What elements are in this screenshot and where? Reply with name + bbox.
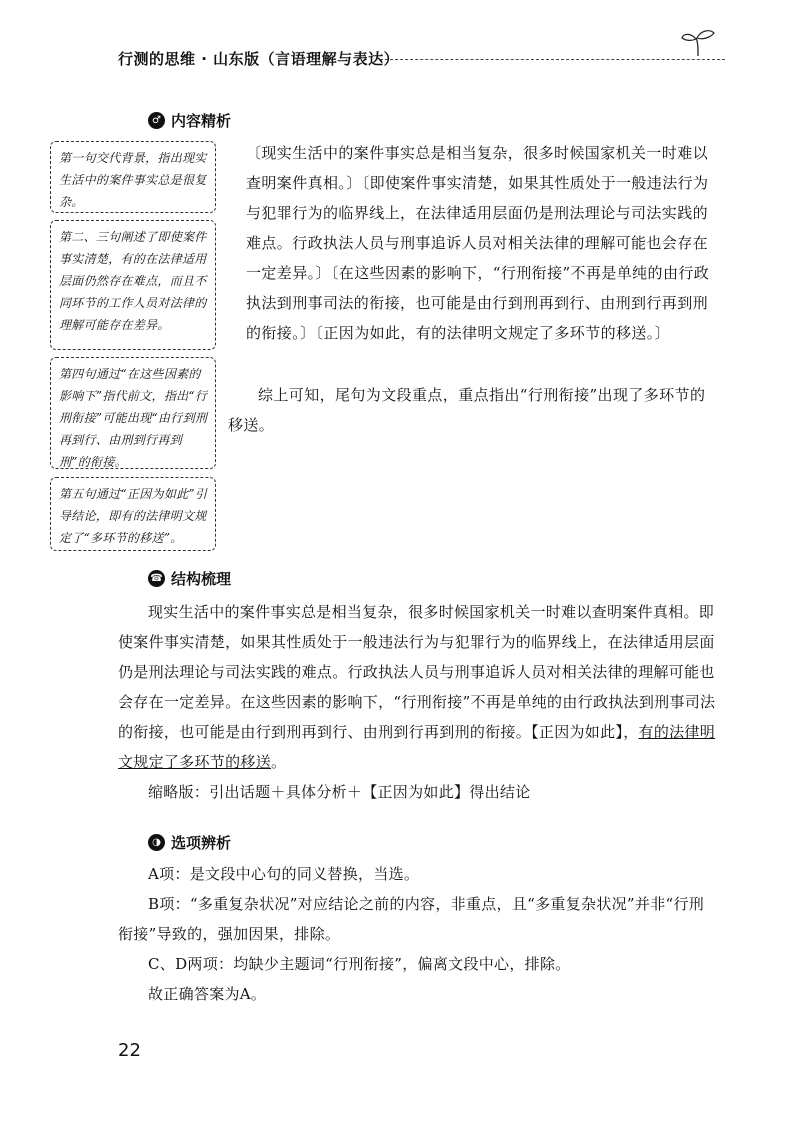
page-header <box>118 48 738 70</box>
option-b: B项：“多重复杂状况”对应结论之前的内容，非重点，且“多重复杂状况”并非“行刑衔接”导致的，强加因果，排除。 <box>118 895 705 943</box>
structure-body: 现实生活中的案件事实总是相当复杂，很多时候国家机关一时难以查明案件真相。即使案件事实清楚，如果其性质处于一般违法行为与犯罪行为的临界线上，在法律适用层面仍是刑法理论与司法实践的难点。行政执法人员与刑事追诉人员对相关法律的理解可能也会存在一定差异。在这些因素的影响下，“行刑衔接”不再是单纯的由行政执法到刑事司法的衔接，也可能是由行到刑再到行、由刑到行再到刑的衔接。【正因为如此】， <box>118 603 716 741</box>
structure-block <box>118 597 718 807</box>
answer: 故正确答案为A。 <box>148 985 267 1003</box>
summary-text: 综上可知，尾句为文段重点，重点指出“行刑衔接”出现了多环节的移送。 <box>228 386 706 434</box>
half-circle-icon: ◑ <box>148 834 165 851</box>
margin-note-2: 第二、三句阐述了即使案件事实清楚，有的在法律适用层面仍然存在难点，而且不同环节的工作人员对法律的理解可能存在差异。 <box>50 220 216 350</box>
margin-note-3: 第四句通过“在这些因素的影响下”指代前文，指出“行刑衔接”可能出现“由行到刑再到行、由刑到行再到刑”的衔接。 <box>50 357 216 469</box>
structure-tail: 。 <box>271 753 287 771</box>
section-options-title: 选项辨析 <box>171 834 232 852</box>
section-content-heading <box>148 110 231 131</box>
sprout-icon <box>680 28 716 58</box>
male-symbol-icon: ♂ <box>148 112 165 129</box>
section-options-heading <box>148 832 231 853</box>
header-title: 行测的思维 · 山东版（言语理解与表达） <box>118 50 400 68</box>
phone-icon: ☎ <box>148 570 165 587</box>
option-a: A项：是文段中心句的同义替换，当选。 <box>148 865 420 883</box>
margin-note-4: 第五句通过“正因为如此”引导结论，即有的法律明文规定了“多环节的移送”。 <box>50 477 216 551</box>
page-number: 22 <box>118 1040 141 1061</box>
passage-text <box>228 138 714 348</box>
passage-body: 〔现实生活中的案件事实总是相当复杂，很多时候国家机关一时难以查明案件真相。〕〔即使案件事实清楚，如果其性质处于一般违法行为与犯罪行为的临界线上，在法律适用层面仍是刑法理论与司法实践的难点。行政执法人员与刑事追诉人员对相关法律的理解可能也会存在一定差异。〕〔在这些因素的影响下，“行刑衔接”不再是单纯的由行政执法到刑事司法的衔接，也可能是由行到刑再到行、由刑到行再到刑的衔接。〕〔正因为如此，有的法律明文规定了多环节的移送。〕 <box>246 144 710 342</box>
structure-condensed: 缩略版：引出话题＋具体分析＋【正因为如此】得出结论 <box>148 783 531 801</box>
section-structure-title: 结构梳理 <box>171 570 232 588</box>
passage-summary <box>228 380 714 440</box>
section-structure-heading <box>148 568 231 589</box>
section-content-title: 内容精析 <box>171 112 232 130</box>
header-rule <box>380 59 725 60</box>
structure-conclusion: 有的法律明文规定了多环节的移送 <box>118 723 716 771</box>
option-cd: C、D两项：均缺少主题词“行刑衔接”，偏离文段中心，排除。 <box>148 955 571 973</box>
margin-note-1: 第一句交代背景，指出现实生活中的案件事实总是很复杂。 <box>50 141 216 213</box>
structure-paragraph <box>118 597 718 777</box>
options-block <box>118 859 718 1009</box>
